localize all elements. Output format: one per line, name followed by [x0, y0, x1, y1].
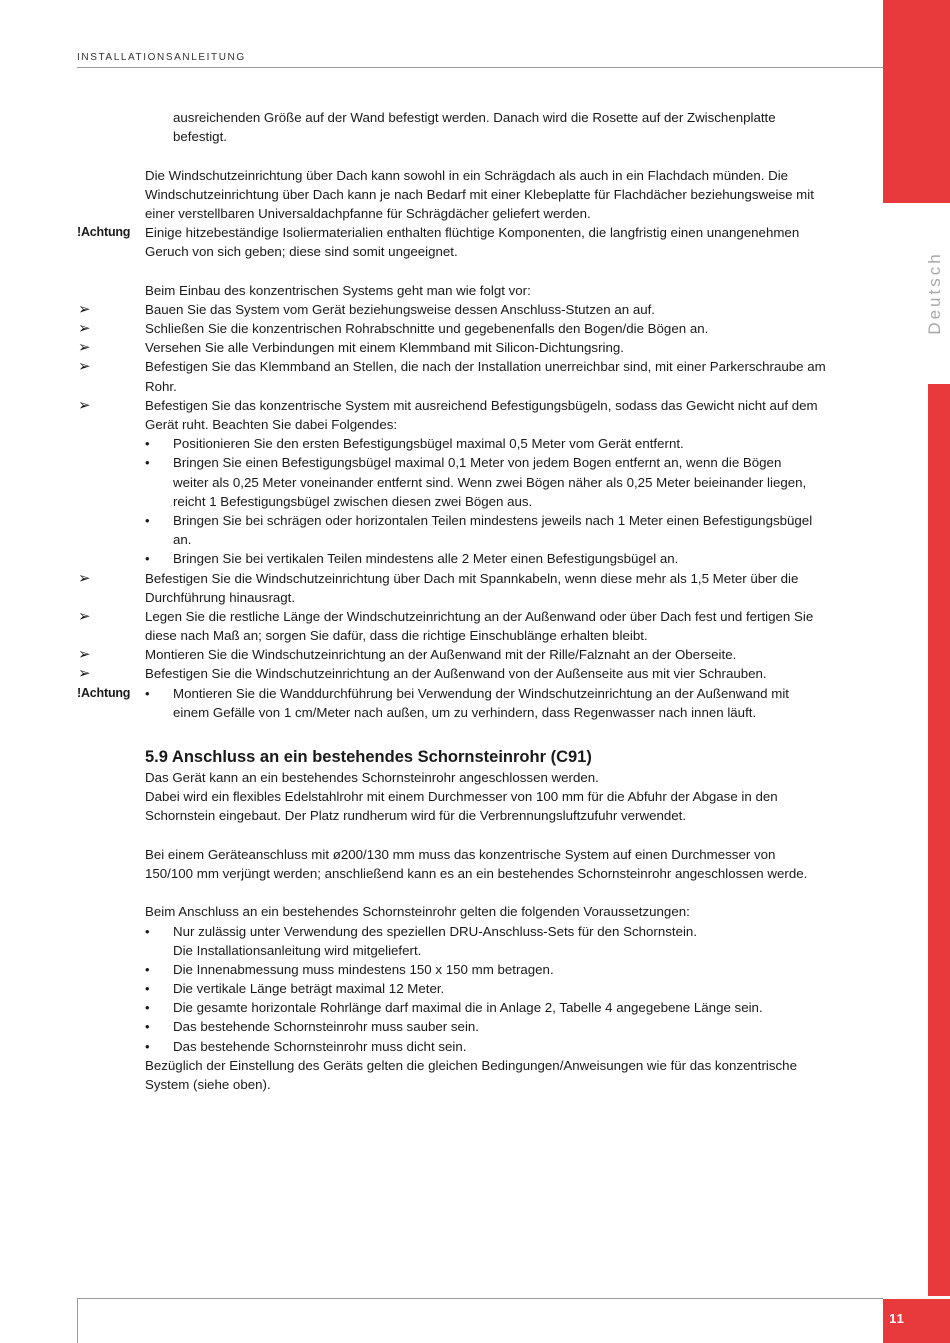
step-text: Rohr. [145, 378, 177, 394]
bullet-dot-icon: • [145, 1019, 150, 1035]
step-text: Durchführung hinausragt. [145, 589, 296, 605]
red-edge-tab-top [883, 0, 950, 203]
arrow-bullet-icon: ➢ [78, 300, 91, 318]
text-line [0, 127, 883, 146]
step-text: Montieren Sie die Windschutzeinrichtung an der Außenwand mit der Rille/Falznaht an der Oberseite. [145, 647, 737, 663]
bullet-dot-icon: • [145, 981, 150, 997]
arrow-bullet-icon: ➢ [78, 339, 91, 357]
condition-text: Nur zulässig unter Verwendung des speziellen DRU-Anschluss-Sets für den Schornstein. [173, 923, 698, 939]
warning-text: Montieren Sie die Wanddurchführung bei Verwendung der Windschutzeinrichtung an der Außenwand mit [173, 685, 789, 701]
header-rule [77, 67, 883, 68]
step-text: Befestigen Sie die Windschutzeinrichtung an der Außenwand von der Außenseite aus mit vier Schrauben. [145, 666, 767, 682]
page-number: 11 [889, 1311, 905, 1326]
section-text: Dabei wird ein flexibles Edelstahlrohr mit einem Durchmesser von 100 mm für die Abfuhr der Abgase in den [145, 789, 778, 805]
condition-text: Das bestehende Schornsteinrohr muss sauber sein. [173, 1019, 479, 1035]
step-text: Schließen Sie die konzentrischen Rohrabschnitte und gegebenenfalls den Bogen/die Bögen an. [145, 321, 709, 337]
bullet-dot-icon: • [145, 455, 150, 471]
bullet-dot-icon: • [145, 1038, 150, 1054]
section-heading: 5.9 Anschluss an ein bestehendes Schornsteinrohr (C91) [145, 748, 592, 766]
warning-text: Geruch von sich geben; diese sind somit ungeeignet. [145, 244, 458, 260]
step-text: Befestigen Sie das konzentrische System mit ausreichend Befestigungsbügeln, sodass das Gewicht nicht auf dem [145, 397, 818, 413]
section-text: Bezüglich der Einstellung des Geräts gelten die gleichen Bedingungen/Anweisungen wie für das konzentrische [145, 1057, 797, 1073]
footer-rule-left [77, 1298, 78, 1343]
warning-label: !Achtung [77, 685, 131, 700]
arrow-bullet-icon: ➢ [78, 320, 91, 338]
condition-text: Die Installationsanleitung wird mitgeliefert. [173, 942, 422, 958]
arrow-bullet-icon: ➢ [78, 358, 91, 376]
step-text: Befestigen Sie die Windschutzeinrichtung über Dach mit Spannkabeln, wenn diese mehr als 1,5 Meter über die [145, 570, 799, 586]
warning-label: !Achtung [77, 225, 131, 240]
arrow-bullet-icon: ➢ [78, 607, 91, 625]
section-text: Das Gerät kann an ein bestehendes Schornsteinrohr angeschlossen werden. [145, 770, 599, 785]
section-text: Beim Anschluss an ein bestehendes Schornsteinrohr gelten die folgenden Voraussetzungen: [145, 904, 690, 920]
page-content [0, 108, 883, 1094]
section-text: 150/100 mm verjüngt werden; anschließend kann es an ein bestehendes Schornsteinrohr angeschlossen werde. [145, 865, 808, 881]
paragraph-line: Die Windschutzeinrichtung über Dach kann sowohl in ein Schrägdach als auch in ein Flachdach münden. Die [145, 167, 789, 183]
bullet-dot-icon: • [145, 436, 150, 452]
text-line [0, 108, 883, 127]
condition-text: Die Innenabmessung muss mindestens 150 x 150 mm betragen. [173, 961, 554, 977]
arrow-bullet-icon: ➢ [78, 665, 91, 683]
bullet-dot-icon: • [145, 923, 150, 939]
arrow-bullet-icon: ➢ [78, 646, 91, 664]
condition-text: Die gesamte horizontale Rohrlänge darf maximal die in Anlage 2, Tabelle 4 angegebene Länge sein. [173, 1000, 763, 1016]
sub-bullet-text: Positionieren Sie den ersten Befestigungsbügel maximal 0,5 Meter vom Gerät entfernt. [173, 436, 684, 452]
step-text: Versehen Sie alle Verbindungen mit einem Klemmband mit Silicon-Dichtungsring. [145, 340, 624, 356]
bullet-dot-icon: • [145, 1000, 150, 1016]
bullet-dot-icon: • [145, 551, 150, 567]
sub-bullet-text: Bringen Sie bei vertikalen Teilen mindestens alle 2 Meter einen Befestigungsbügel an. [173, 551, 679, 567]
sub-bullet-text: an. [173, 532, 192, 548]
bullet-dot-icon: • [145, 961, 150, 977]
bullet-dot-icon: • [145, 512, 150, 528]
document-header-label: INSTALLATIONSANLEITUNG [77, 52, 246, 63]
section-text: Bei einem Geräteanschluss mit ø200/130 mm muss das konzentrische System auf einen Durchmesser von [145, 846, 776, 862]
step-text: Bauen Sie das System vom Gerät beziehungsweise dessen Anschluss-Stutzen an auf. [145, 301, 656, 317]
bullet-dot-icon: • [145, 685, 150, 701]
intro-line: befestigt. [173, 129, 227, 145]
footer-rule [77, 1298, 883, 1299]
paragraph-line: Windschutzeinrichtung über Dach kann je nach Bedarf mit einer Klebeplatte für Flachdächer beziehungsweise mit [145, 186, 814, 202]
step-text: Gerät ruht. Beachten Sie dabei Folgendes: [145, 417, 398, 432]
intro-line: ausreichenden Größe auf der Wand befestigt werden. Danach wird die Rosette auf der Zwischenplatte [173, 110, 776, 125]
arrow-bullet-icon: ➢ [78, 396, 91, 414]
sub-bullet-text: Bringen Sie bei schrägen oder horizontalen Teilen mindestens jeweils nach 1 Meter einen Befestigungsbügel [173, 512, 813, 528]
paragraph-line: einer verstellbaren Universaldachpfanne für Schrägdächer geliefert werden. [145, 205, 591, 221]
language-tab-label: Deutsch [925, 251, 944, 335]
install-intro: Beim Einbau des konzentrischen Systems geht man wie folgt vor: [145, 282, 531, 298]
section-text: System (siehe oben). [145, 1077, 271, 1092]
section-text: Schornstein eingebaut. Der Platz rundherum wird für die Verbrennungsluftzufuhr verwendet. [145, 808, 687, 824]
sub-bullet-text: reicht 1 Befestigungsbügel zwischen diesen zwei Bögen aus. [173, 493, 533, 509]
condition-text: Das bestehende Schornsteinrohr muss dicht sein. [173, 1038, 467, 1054]
step-text: diese nach Maß an; sorgen Sie dafür, dass die richtige Einschublänge erhalten bleibt. [145, 628, 648, 644]
sub-bullet-text: Bringen Sie einen Befestigungsbügel maximal 0,1 Meter von jedem Bogen entfernt an, wenn die Bögen [173, 455, 782, 471]
arrow-bullet-icon: ➢ [78, 569, 91, 587]
step-text: Legen Sie die restliche Länge der Windschutzeinrichtung an der Außenwand oder über Dach fest und fertigen Sie [145, 608, 814, 624]
warning-text: Einige hitzebeständige Isoliermaterialien enthalten flüchtige Komponenten, die langfristig einen unangenehmen [145, 225, 800, 241]
sub-bullet-text: weiter als 0,25 Meter voneinander entfernt sind. Wenn zwei Bögen näher als 0,25 Meter beieinander liegen, [173, 474, 807, 490]
step-text: Befestigen Sie das Klemmband an Stellen, die nach der Installation unerreichbar sind, mit einer Parkerschraube am [145, 359, 826, 375]
warning-text: einem Gefälle von 1 cm/Meter nach außen, um zu verhindern, dass Regenwasser nach innen läuft. [173, 704, 757, 720]
red-edge-tab [928, 384, 950, 1296]
condition-text: Die vertikale Länge beträgt maximal 12 Meter. [173, 981, 445, 997]
